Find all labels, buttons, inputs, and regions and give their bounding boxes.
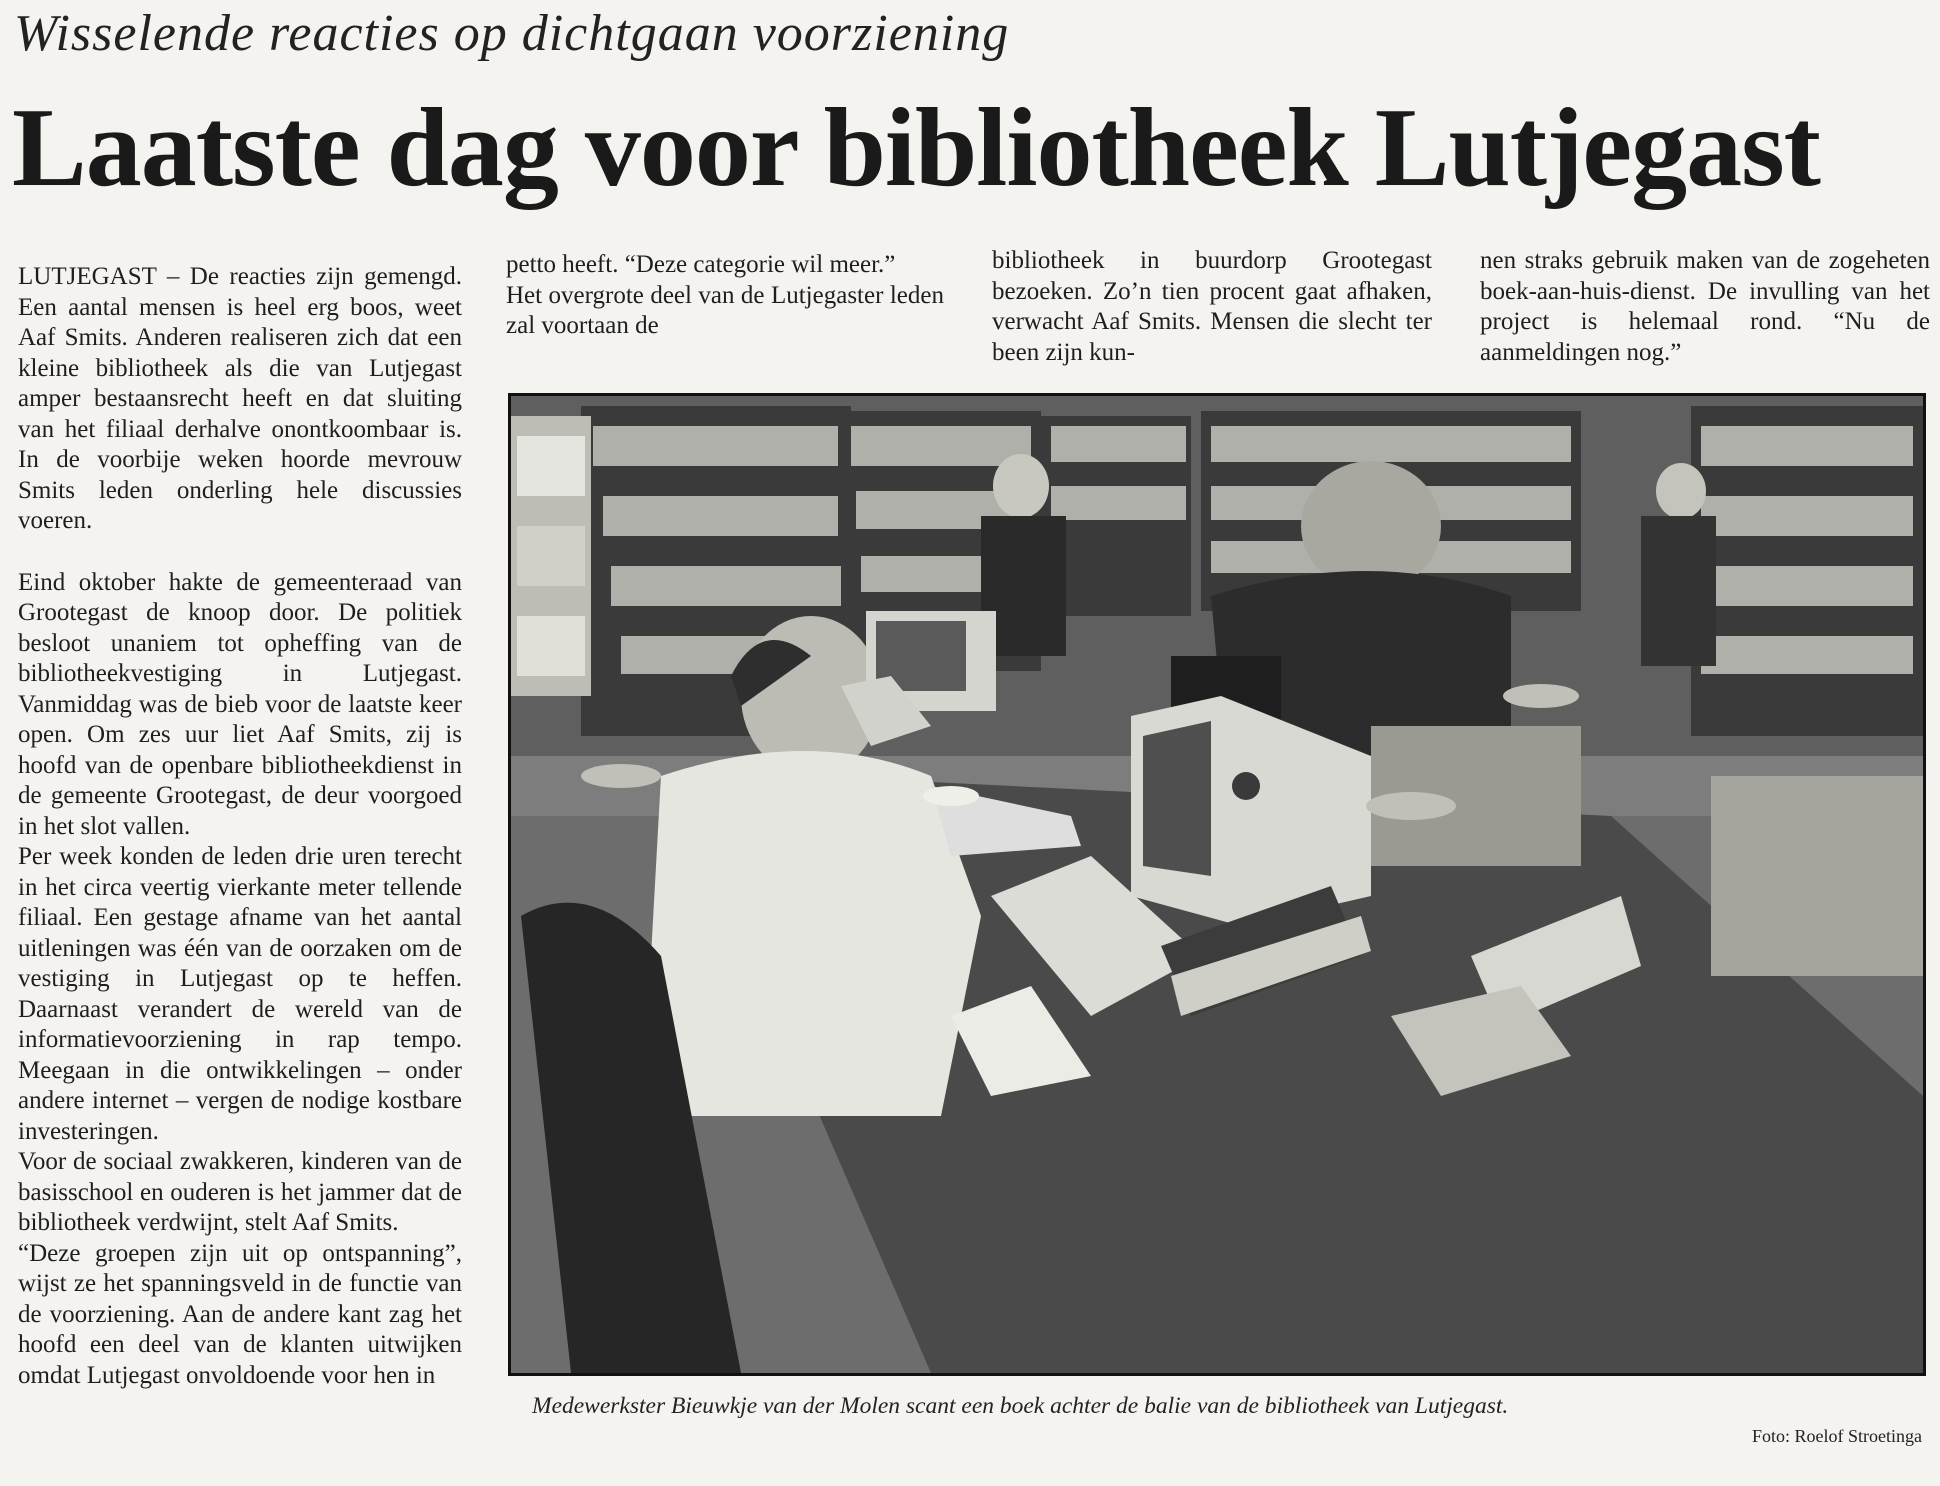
paragraph: bibliotheek in buurdorp Grootegast bezoeken. Zo’n tien procent gaat afhaken, verwacht Aaf Smits. Mensen die slecht ter been zijn kun-: [992, 247, 1432, 366]
paragraph: Eind oktober hakte de gemeenteraad van Grootegast de knoop door. De politiek besloot unaniem tot opheffing van de bibliotheekvestiging in Lutjegast. Vanmiddag was de bieb voor de laatste keer open. Om zes uur liet Aaf Smits, zij is hoofd van de openbare bibliotheekdienst in de gemeente Grootegast, de deur voorgoed in het slot vallen.: [18, 568, 462, 840]
column-1: [18, 262, 462, 1391]
column-4: [1480, 246, 1930, 368]
column-2: [506, 250, 944, 342]
column-3: [992, 246, 1432, 368]
library-photo: [508, 393, 1926, 1376]
paragraph: petto heeft. “Deze categorie wil meer.”: [506, 251, 896, 278]
paragraph: Per week konden de leden drie uren terecht in het circa veertig vierkante meter tellende filiaal. Een gestage afname van het aantal uitleningen was één van de oorzaken om de vestiging in Lutjegast op te heffen. Daarnaast verandert de wereld van de informatievoorziening in rap tempo. Meegaan in die ontwikkelingen – onder andere internet – vergen de nodige kostbare investeringen.: [18, 843, 462, 1145]
kicker: Wisselende reacties op dichtgaan voorziening: [14, 5, 1010, 62]
headline: Laatste dag voor bibliotheek Lutjegast: [12, 86, 1820, 210]
photo-caption: Medewerkster Bieuwkje van der Molen scant een boek achter de balie van de bibliotheek van Lutjegast.: [532, 1393, 1509, 1419]
paragraph: nen straks gebruik maken van de zogeheten boek-aan-huis-dienst. De invulling van het project is helemaal rond. “Nu de aanmeldingen nog.”: [1480, 247, 1930, 366]
paragraph: “Deze groepen zijn uit op ontspanning”, wijst ze het spanningsveld in de functie van de voorziening. Aan de andere kant zag het hoofd een deel van de klanten uitwijken omdat Lutjegast onvoldoende voor hen in: [18, 1239, 462, 1389]
photo-credit: Foto: Roelof Stroetinga: [1752, 1426, 1922, 1446]
paragraph: Het overgrote deel van de Lutjegaster leden zal voortaan de: [506, 281, 944, 339]
paragraph: LUTJEGAST – De reacties zijn gemengd. Een aantal mensen is heel erg boos, weet Aaf Smits. Anderen realiseren zich dat een kleine bibliotheek als die van Lutjegast amper bestaansrecht heeft en dat sluiting van het filiaal derhalve onontkoombaar is. In de voorbije weken hoorde mevrouw Smits leden onderling hele discussies voeren.: [18, 263, 462, 534]
paragraph: Voor de sociaal zwakkeren, kinderen van de basisschool en ouderen is het jammer dat de bibliotheek verdwijnt, stelt Aaf Smits.: [18, 1148, 462, 1236]
